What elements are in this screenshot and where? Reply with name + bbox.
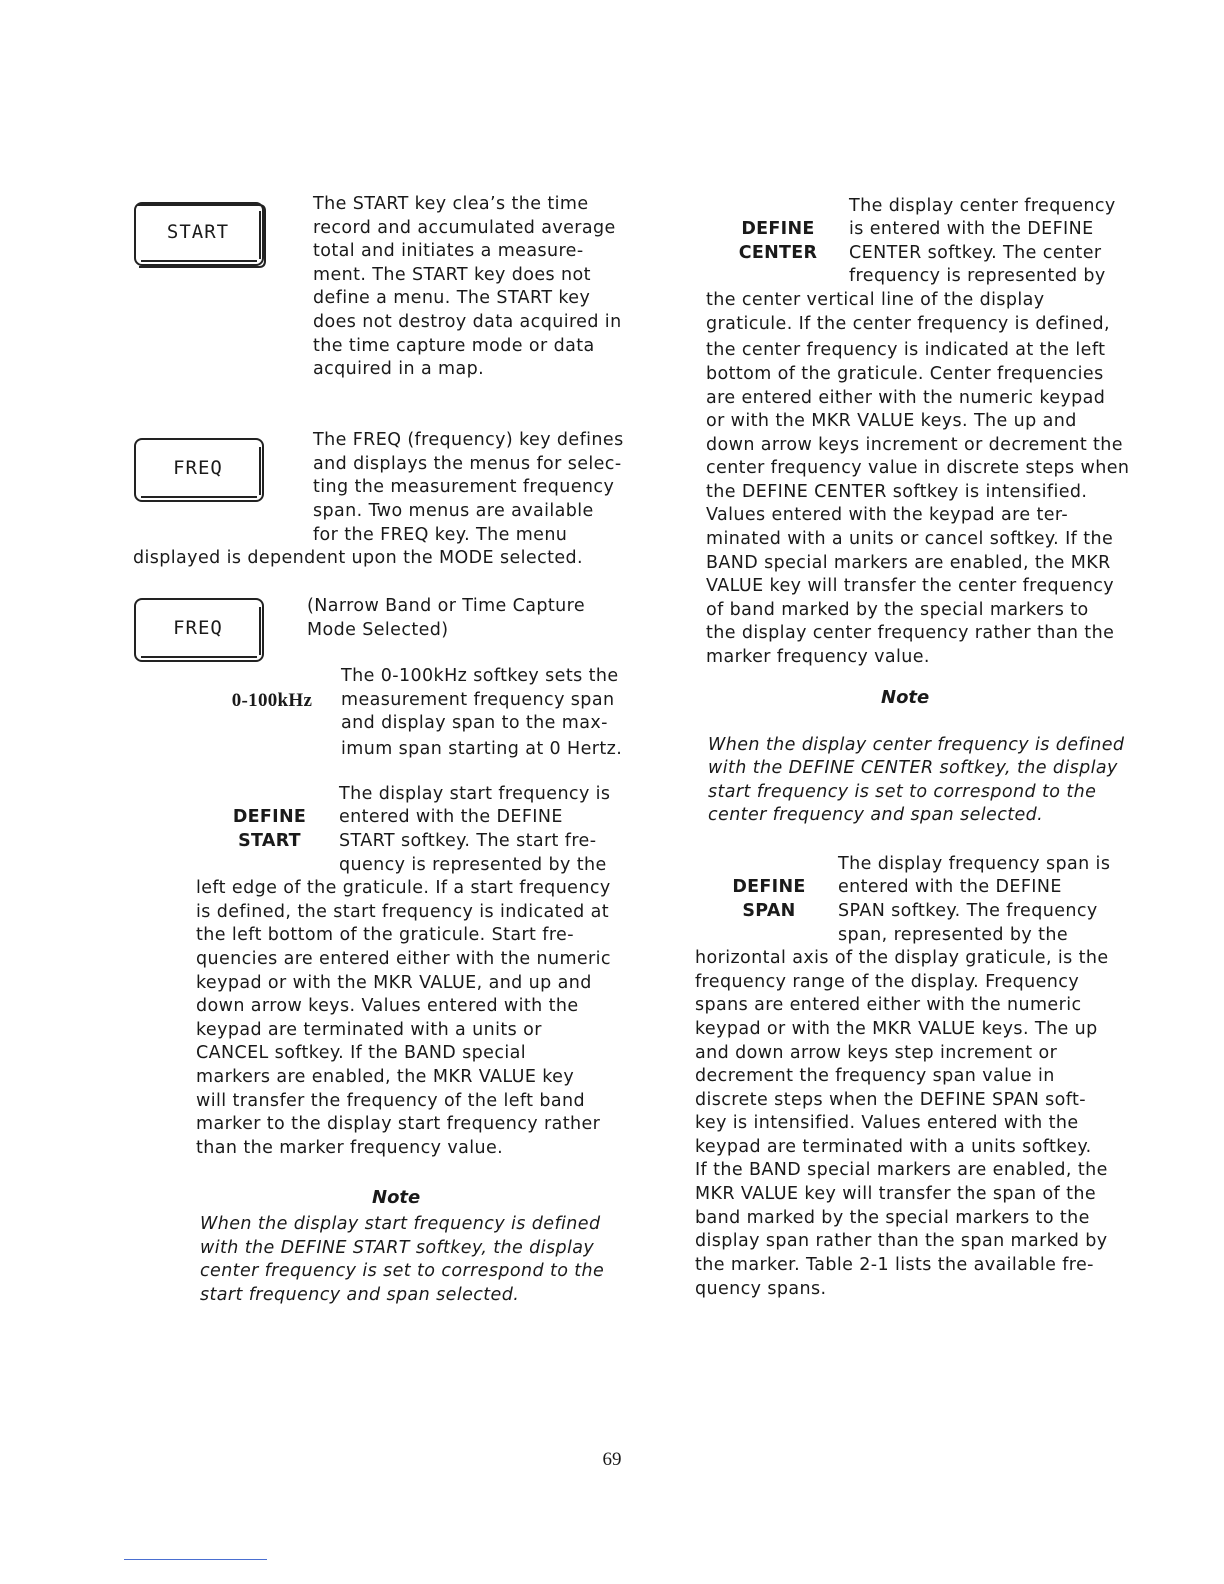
text-line: keypad or with the MKR VALUE keys. The up	[695, 1019, 1098, 1039]
text-line: MKR VALUE key will transfer the span of the	[695, 1184, 1096, 1204]
start-key-label: START	[166, 221, 230, 243]
text-line: the center frequency is indicated at the left	[706, 340, 1106, 360]
text-line: start frequency is set to correspond to the	[708, 782, 1097, 802]
text-line: key is intensified. Values entered with the	[695, 1113, 1079, 1133]
footer-rule	[124, 1559, 267, 1560]
text-line: keypad are terminated with a units or	[196, 1020, 542, 1040]
text-line: The START key clea’s the time	[313, 194, 589, 214]
text-line: the center vertical line of the display	[706, 290, 1045, 310]
text-line: decrement the frequency span value in	[695, 1066, 1055, 1086]
text-line: the left bottom of the graticule. Start fre-	[196, 925, 574, 945]
text-line: frequency is represented by	[849, 266, 1106, 286]
define-start-label-line1: DEFINE	[232, 807, 307, 827]
text-line: imum span starting at 0 Hertz.	[341, 739, 623, 759]
text-line: CENTER softkey. The center	[849, 243, 1102, 263]
text-line: CANCEL softkey. If the BAND special	[196, 1043, 527, 1063]
text-line: of band marked by the special markers to	[706, 600, 1089, 620]
text-line: quencies are entered either with the numeric	[196, 949, 611, 969]
text-line: entered with the DEFINE	[339, 807, 563, 827]
define-start-label-line2: START	[238, 830, 301, 851]
text-line: total and initiates a measure-	[313, 241, 584, 261]
text-line: bottom of the graticule. Center frequencies	[706, 364, 1104, 384]
text-line: and display span to the max-	[341, 713, 608, 733]
start-key-icon	[133, 201, 263, 263]
text-line: center frequency value in discrete steps when	[706, 458, 1130, 478]
text-line: the DEFINE CENTER softkey is intensified.	[706, 482, 1088, 502]
text-line: than the marker frequency value.	[196, 1138, 504, 1158]
text-line: horizontal axis of the display graticule, is the	[695, 948, 1109, 968]
text-line: band marked by the special markers to the	[695, 1208, 1090, 1228]
text-line: markers are enabled, the MKR VALUE key	[196, 1067, 575, 1087]
text-line: When the display center frequency is defined	[708, 735, 1125, 755]
text-line: START softkey. The start fre-	[339, 831, 597, 851]
define-span-label-line1: DEFINE	[732, 877, 806, 897]
text-line: Mode Selected)	[307, 620, 449, 640]
freq-key-label: FREQ	[173, 457, 223, 479]
text-line: SPAN softkey. The frequency	[838, 901, 1098, 921]
text-line: ment. The START key does not	[313, 265, 591, 285]
text-line: frequency range of the display. Frequency	[695, 972, 1080, 992]
span-100khz-label: 0-100kHz	[231, 690, 313, 711]
text-line: the display center frequency rather than the	[706, 623, 1115, 643]
note-heading-start: Note	[372, 1187, 421, 1208]
text-line: is entered with the DEFINE	[849, 219, 1094, 239]
text-line: is defined, the start frequency is indicated at	[196, 902, 609, 922]
text-line: left edge of the graticule. If a start frequency	[196, 878, 611, 898]
text-line: the time capture mode or data	[313, 336, 595, 356]
define-center-label-line2: CENTER	[738, 242, 818, 263]
text-line: quency spans.	[695, 1279, 827, 1299]
text-line: for the FREQ key. The menu	[313, 525, 568, 545]
text-line: The display center frequency	[849, 196, 1116, 216]
freq-key-icon-narrow-band	[133, 597, 263, 659]
note-heading-center: Note	[881, 687, 930, 708]
text-line: the marker. Table 2-1 lists the available fre-	[695, 1255, 1094, 1275]
text-line: ting the measurement frequency	[313, 477, 615, 497]
text-line: acquired in a map.	[313, 359, 485, 379]
freq-key-icon	[133, 437, 263, 499]
text-line: quency is represented by the	[339, 855, 607, 875]
text-line: span. Two menus are available	[313, 501, 594, 521]
text-line: Values entered with the keypad are ter-	[706, 505, 1069, 525]
text-line: minated with a units or cancel softkey. If the	[706, 529, 1114, 549]
text-line: with the DEFINE START softkey, the display	[200, 1238, 595, 1258]
text-line: down arrow keys. Values entered with the	[196, 996, 579, 1016]
text-line: span, represented by the	[838, 925, 1069, 945]
text-line: measurement frequency span	[341, 690, 615, 710]
text-line: define a menu. The START key	[313, 288, 591, 308]
define-start-label	[222, 806, 317, 853]
text-line: If the BAND special markers are enabled, the	[695, 1160, 1108, 1180]
text-line: record and accumulated average	[313, 218, 616, 238]
text-line: are entered either with the numeric keypad	[706, 388, 1106, 408]
text-line: keypad or with the MKR VALUE, and up and	[196, 973, 592, 993]
text-line: displayed is dependent upon the MODE selected.	[133, 548, 583, 568]
text-line: The display start frequency is	[339, 784, 611, 804]
text-line: does not destroy data acquired in	[313, 312, 622, 332]
text-line: The 0-100kHz softkey sets the	[341, 666, 619, 686]
text-line: When the display start frequency is defined	[200, 1214, 601, 1234]
text-line: display span rather than the span marked by	[695, 1231, 1108, 1251]
text-line: The display frequency span is	[838, 854, 1111, 874]
text-line: marker to the display start frequency rather	[196, 1114, 601, 1134]
text-line: or with the MKR VALUE keys. The up and	[706, 411, 1077, 431]
text-line: graticule. If the center frequency is defined,	[706, 314, 1110, 334]
text-line: start frequency and span selected.	[200, 1285, 520, 1305]
text-line: center frequency and span selected.	[708, 805, 1044, 825]
text-line: discrete steps when the DEFINE SPAN soft-	[695, 1090, 1087, 1110]
text-line: marker frequency value.	[706, 647, 930, 667]
text-line: entered with the DEFINE	[838, 877, 1062, 897]
text-line: will transfer the frequency of the left band	[196, 1091, 586, 1111]
text-line: and down arrow keys step increment or	[695, 1043, 1058, 1063]
text-line: and displays the menus for selec-	[313, 454, 622, 474]
text-line: VALUE key will transfer the center frequency	[706, 576, 1114, 596]
define-center-label	[733, 218, 823, 265]
text-line: The FREQ (frequency) key defines	[313, 430, 624, 450]
text-line: spans are entered either with the numeric	[695, 995, 1082, 1015]
text-line: keypad are terminated with a units softkey.	[695, 1137, 1092, 1157]
text-line: down arrow keys increment or decrement the	[706, 435, 1123, 455]
define-span-label	[724, 876, 814, 923]
freq-key-label-narrow-band: FREQ	[173, 617, 223, 639]
text-line: center frequency is set to correspond to the	[200, 1261, 605, 1281]
define-span-label-line2: SPAN	[742, 900, 796, 921]
text-line: with the DEFINE CENTER softkey, the display	[708, 758, 1118, 778]
text-line: BAND special markers are enabled, the MKR	[706, 553, 1111, 573]
text-line: (Narrow Band or Time Capture	[307, 596, 586, 616]
page-number: 69	[602, 1449, 622, 1470]
define-center-label-line1: DEFINE	[741, 219, 815, 239]
